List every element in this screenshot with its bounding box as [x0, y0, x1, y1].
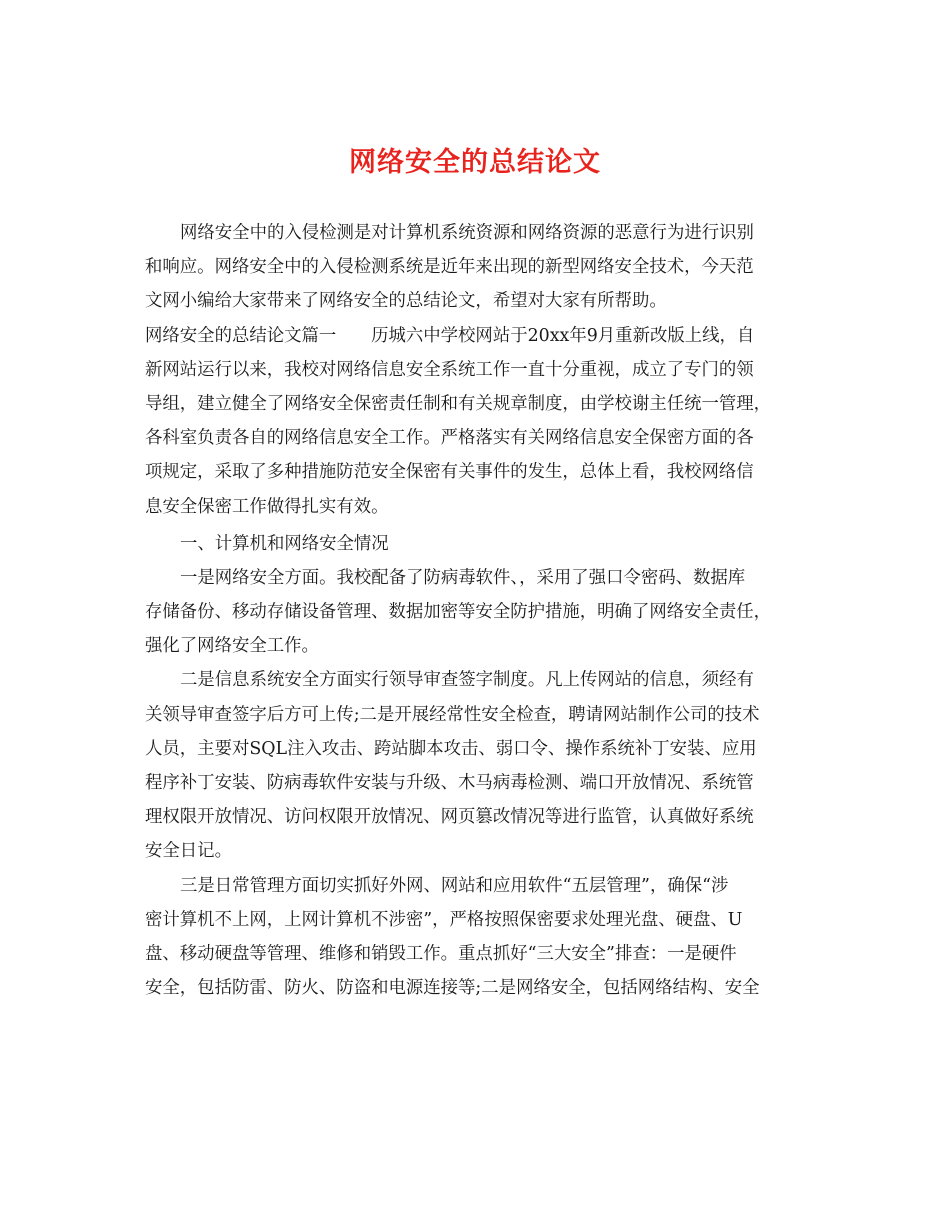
text-line: 导组，建立健全了网络安全保密责任制和有关规章制度，由学校谢主任统一管理， [145, 393, 772, 414]
text-line: 程序补丁安装、防病毒软件安装与升级、木马病毒检测、端口开放情况、系统管 [145, 773, 754, 793]
section-heading: 一、计算机和网络安全情况 [180, 533, 389, 554]
text-line: 各科室负责各自的网络信息安全工作。严格落实有关网络信息安全保密方面的各 [145, 428, 754, 449]
text-line: 网络安全中的入侵检测是对计算机系统资源和网络资源的恶意行为进行识别 [180, 223, 754, 243]
text-line: 关领导审查签字后方可上传;二是开展经常性安全检查，聘请网站制作公司的技术 [145, 704, 760, 725]
document-body [145, 216, 807, 1005]
text-line: 和响应。网络安全中的入侵检测系统是近年来出现的新型网络安全技术，今天范 [145, 257, 754, 278]
text-line: 息安全保密工作做得扎实有效。 [145, 496, 389, 517]
text-line: 存储备份、移动存储设备管理、数据加密等安全防护措施，明确了网络安全责任， [145, 602, 772, 623]
text-line: 密计算机不上网，上网计算机不涉密”，严格按照保密要求处理光盘、硬盘、U [145, 909, 743, 930]
text-line: 二是信息系统安全方面实行领导审查签字制度。凡上传网站的信息，须经有 [180, 670, 754, 691]
text-line: 文网小编给大家带来了网络安全的总结论文，希望对大家有所帮助。 [145, 291, 667, 312]
document-title: 网络安全的总结论文 [349, 147, 601, 178]
text-line: 一是网络安全方面。我校配备了防病毒软件、，采用了强口令密码、数据库 [180, 567, 746, 588]
text-line: 网络安全的总结论文篇一 历城六中学校网站于20xx年9月重新改版上线，自 [145, 325, 755, 346]
text-line: 项规定，采取了多种措施防范安全保密有关事件的发生，总体上看，我校网络信 [145, 462, 754, 483]
text-line: 三是日常管理方面切实抓好外网、网站和应用软件“五层管理”，确保“涉 [180, 875, 729, 896]
text-line: 强化了网络安全工作。 [145, 636, 319, 657]
text-line: 盘、移动硬盘等管理、维修和销毁工作。重点抓好“三大安全”排查：一是硬件 [145, 943, 737, 964]
text-line: 安全，包括防雷、防火、防盗和电源连接等;二是网络安全，包括网络结构、安全 [145, 978, 760, 999]
text-line: 安全日记。 [145, 841, 232, 862]
text-line: 理权限开放情况、访问权限开放情况、网页篡改情况等进行监管，认真做好系统 [145, 807, 754, 828]
text-line: 新网站运行以来，我校对网络信息安全系统工作一直十分重视，成立了专门的领 [145, 359, 754, 380]
text-line: 人员，主要对SQL注入攻击、跨站脚本攻击、弱口令、操作系统补丁安装、应用 [145, 738, 757, 759]
